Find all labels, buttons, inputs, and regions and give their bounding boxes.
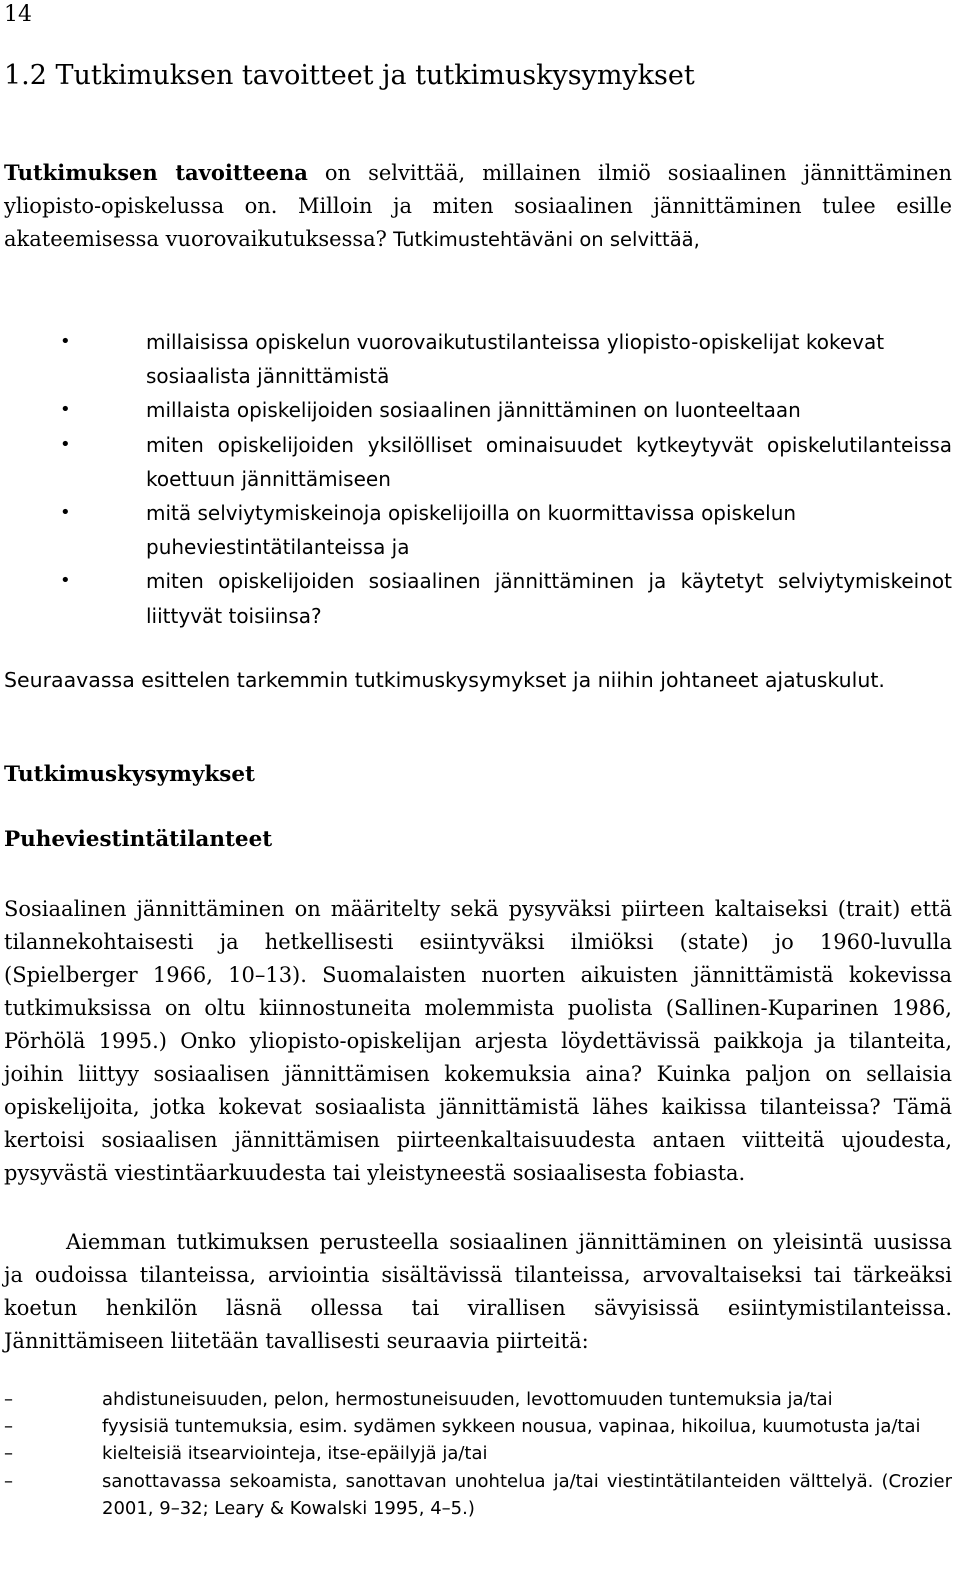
paragraph-definition: Sosiaalinen jännittäminen on määritelty sekä pysyväksi piirteen kaltaiseksi (trait) että tilannekohtaisesti ja hetkellisesti esiintyväksi ilmiöksi (state) jo 1960-luvulla (Spielberger 1966, 10–13). Suomalaisten nuorten aikuisten jännittämistä kokevissa tutkimuksissa on oltu kiinnostuneita molemmista puolista (Sallinen-Kuparinen 1986, Pörhölä 1995.) Onko yliopisto-opiskelijan arjesta löydettävissä paikkoja ja tilanteita, joihin liittyy sosiaalisen jännittämisen kokemuksia aina? Kuinka paljon on sellaisia opiskelijoita, jotka kokevat sosiaalista jännittämistä lähes kaikissa tilanteissa? Tämä kertoisi sosiaalisen jännittämisen piirteenkaltaisuudesta antaen viitteitä ujoudesta, pysyvästä viestintäarkuudesta tai yleistyneestä sosiaalisesta fobiasta.	[4, 897, 953, 1185]
dash-icon: –	[4, 1470, 13, 1492]
heading-research-questions: Tutkimuskysymykset	[4, 762, 255, 787]
list-item: • miten opiskelijoiden yksilölliset ominaisuudet kytkeytyvät opiskelutilanteissa koettuun jännittämiseen	[0, 428, 952, 496]
list-item: – fyysisiä tuntemuksia, esim. sydämen sykkeen nousua, vapinaa, hikoilua, kuumotusta ja/tai	[0, 1413, 952, 1440]
list-item: – sanottavassa sekoamista, sanottavan unohtelua ja/tai viestintätilanteiden välttelyä. (Crozier 2001, 9–32; Leary & Kowalski 1995, 4–5.)	[0, 1468, 952, 1522]
bullet-icon: •	[60, 570, 71, 592]
feature-list	[0, 1386, 952, 1522]
list-item: – ahdistuneisuuden, pelon, hermostuneisuuden, levottomuuden tuntemuksia ja/tai	[0, 1386, 952, 1413]
list-item: – kielteisiä itsearviointeja, itse-epäilyjä ja/tai	[0, 1440, 952, 1467]
section-title: 1.2 Tutkimuksen tavoitteet ja tutkimuskysymykset	[4, 60, 695, 91]
intro-bold-lead: Tutkimuksen tavoitteena	[4, 160, 308, 185]
intro-task: Tutkimustehtäväni on selvittää,	[386, 228, 700, 251]
bullet-icon: •	[60, 433, 71, 455]
list-item: • miten opiskelijoiden sosiaalinen jännittäminen ja käytetyt selviytymiskeinot liittyvät toisiinsa?	[0, 564, 952, 632]
list-item: • millaisissa opiskelun vuorovaikutustilanteissa yliopisto-opiskelijat kokevat sosiaalista jännittämistä	[0, 325, 952, 393]
list-item: • mitä selviytymiskeinoja opiskelijoilla on kuormittavissa opiskelun puheviestintätilanteissa ja	[0, 496, 952, 564]
bullet-icon: •	[60, 399, 71, 421]
dash-icon: –	[4, 1389, 13, 1410]
intro-text: on selvittää, millainen ilmiö sosiaalinen jännittäminen yliopisto-opiskelussa on. Milloin ja miten sosiaalinen jännittäminen tulee esille akateemisessa vuorovaikutuksessa?	[4, 161, 952, 251]
bullet-icon: •	[60, 331, 71, 352]
dash-icon: –	[4, 1416, 13, 1438]
heading-communication-situations: Puheviestintätilanteet	[4, 827, 273, 852]
list-item: • millaista opiskelijoiden sosiaalinen jännittäminen on luonteeltaan	[0, 393, 952, 427]
paragraph-previous-research: Aiemman tutkimuksen perusteella sosiaalinen jännittäminen on yleisintä uusissa ja oudoissa tilanteissa, arviointia sisältävissä tilanteissa, arvovaltaiseksi tai tärkeäksi koetun henkilön läsnä ollessa tai virallisen sävyisissä esiintymistilanteissa. Jännittämiseen liitetään tavallisesti seuraavia piirteitä:	[4, 1230, 952, 1353]
page-number: 14	[4, 2, 32, 27]
dash-icon: –	[4, 1443, 13, 1465]
followup-paragraph: Seuraavassa esittelen tarkemmin tutkimuskysymykset ja niihin johtaneet ajatuskulut.	[4, 668, 885, 692]
intro-paragraph	[4, 156, 952, 256]
bullet-icon: •	[60, 502, 71, 524]
research-task-list	[0, 325, 952, 633]
